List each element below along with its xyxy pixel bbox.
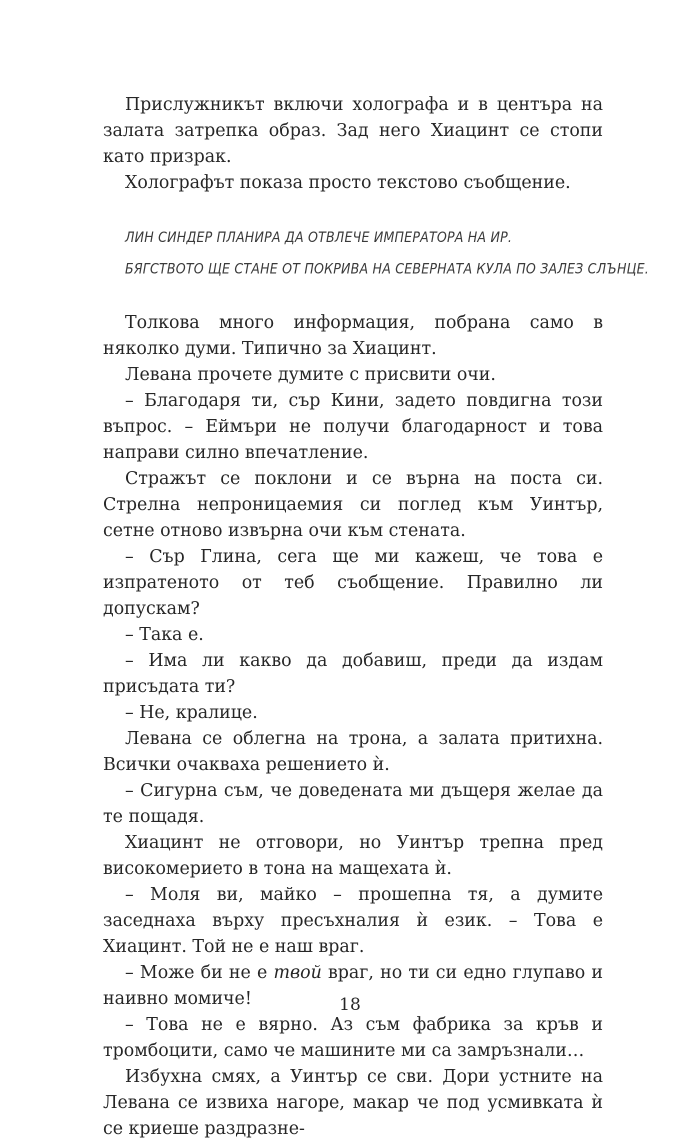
- paragraph: – Сигурна съм, че доведената ми дъщеря желае да те пощадя.: [103, 781, 603, 827]
- paragraph: Хиацинт не отговори, но Уинтър трепна пред високомерието в тона на мащехата ѝ.: [103, 833, 603, 879]
- paragraph: – Благодаря ти, сър Кини, задето повдигна този въпрос. – Еймъри не получи благодарност и това направи силно впечатление.: [103, 391, 603, 463]
- hologram-line: БЯГСТВОТО ЩЕ СТАНЕ ОТ ПОКРИВА НА СЕВЕРНАТА КУЛА ПО ЗАЛЕЗ СЛЪНЦЕ.: [125, 260, 649, 277]
- body-text: [103, 92, 649, 1142]
- paragraph: Холографът показа просто текстово съобщение.: [125, 173, 571, 193]
- paragraph: – Това не е вярно. Аз съм фабрика за кръв и тромбоцити, само че машините ми са замръзнали…: [103, 1015, 603, 1061]
- italic-word: твой: [273, 963, 322, 983]
- paragraph: Левана прочете думите с присвити очи.: [125, 365, 496, 385]
- text-run: враг, но ти си едно глупаво и наивно момиче!: [103, 963, 603, 1009]
- paragraph: – Така е.: [125, 625, 204, 645]
- hologram-line: ЛИН СИНДЕР ПЛАНИРА ДА ОТВЛЕЧЕ ИМПЕРАТОРА НА ИР.: [125, 228, 513, 246]
- page-number: 18: [339, 995, 361, 1015]
- paragraph: – Не, кралице.: [125, 703, 258, 723]
- paragraph: Прислужникът включи холографа и в центъра на залата затрепка образ. Зад него Хиацинт се стопи като призрак.: [103, 95, 603, 167]
- paragraph: Толкова много информация, побрана само в няколко думи. Типично за Хиацинт.: [103, 313, 603, 359]
- text-run: – Може би не е: [125, 963, 274, 983]
- paragraph: – Моля ви, майко – прошепна тя, а думите заседнаха върху пресъхналия ѝ език. – Това е Хиацинт. Той не е наш враг.: [103, 885, 603, 957]
- hologram-message: [125, 222, 649, 285]
- paragraph: Избухна смях, а Уинтър се сви. Дори устните на Левана се извиха нагоре, макар че под усмивката ѝ се криеше раздразне-: [103, 1067, 603, 1139]
- paragraph: Стражът се поклони и се върна на поста си. Стрелна непроницаемия си поглед към Уинтър, сетне отново извърна очи към стената.: [103, 469, 603, 541]
- paragraph: – Сър Глина, сега ще ми кажеш, че това е изпратеното от теб съобщение. Правилно ли допускам?: [103, 547, 603, 619]
- paragraph: Левана се облегна на трона, а залата притихна. Всички очакваха решението ѝ.: [103, 729, 603, 775]
- paragraph: – Има ли какво да добавиш, преди да издам присъдата ти?: [103, 651, 603, 697]
